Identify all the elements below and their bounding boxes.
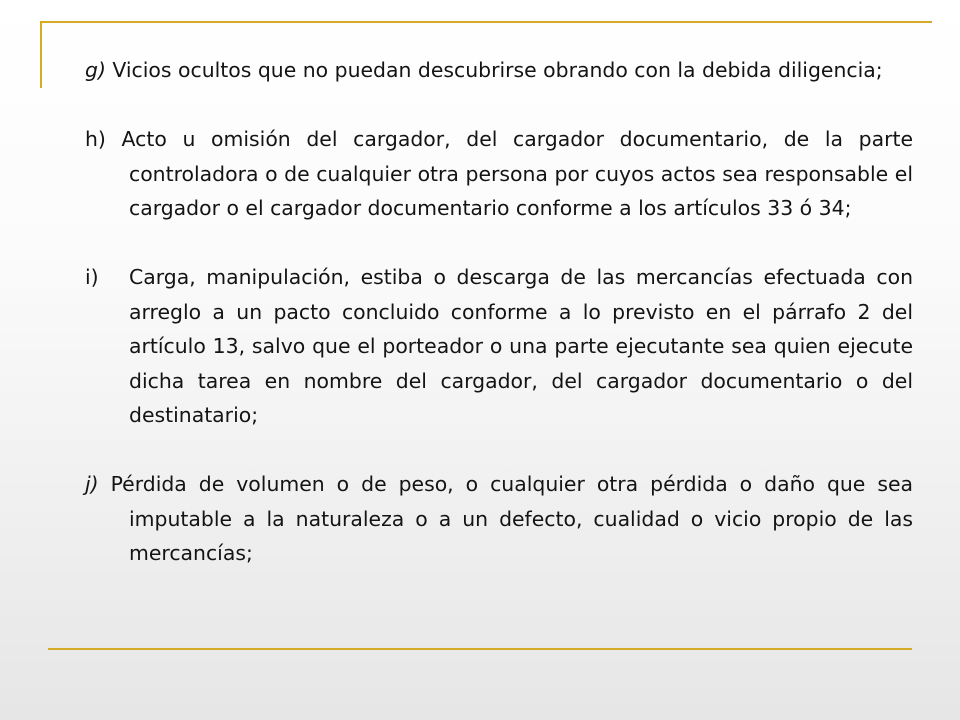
item-j — [85, 467, 913, 571]
item-h-text: Acto u omisión del cargador, del cargador documentario, de la parte controladora o de cualquier otra persona por cuyos actos sea responsable el cargador o el cargador documentario conforme a los artículos 33 ó 34; — [121, 127, 914, 220]
item-i-marker: i) — [85, 265, 99, 289]
item-g — [85, 53, 913, 88]
item-h — [85, 122, 913, 226]
item-j-marker: j) — [85, 472, 99, 496]
item-i — [85, 260, 913, 433]
item-j-text: Pérdida de volumen o de peso, o cualquier otra pérdida o daño que sea imputable a la naturaleza o a un defecto, cualidad o vicio propio de las mercancías; — [110, 472, 913, 565]
item-g-marker: g) — [85, 58, 106, 82]
slide-body — [85, 53, 913, 571]
left-decorative-rule — [40, 21, 42, 88]
bottom-decorative-rule — [48, 648, 912, 650]
item-i-text: Carga, manipulación, estiba o descarga de las mercancías efectuada con arreglo a un pacto concluido conforme a lo previsto en el párrafo 2 del artículo 13, salvo que el porteador o una parte ejecutante sea quien ejecute dicha tarea en nombre del cargador, del cargador documentario o del destinatario; — [129, 265, 913, 427]
item-h-marker: h) — [85, 127, 106, 151]
item-g-text: Vicios ocultos que no puedan descubrirse obrando con la debida diligencia; — [112, 58, 883, 82]
top-decorative-rule — [40, 21, 932, 23]
